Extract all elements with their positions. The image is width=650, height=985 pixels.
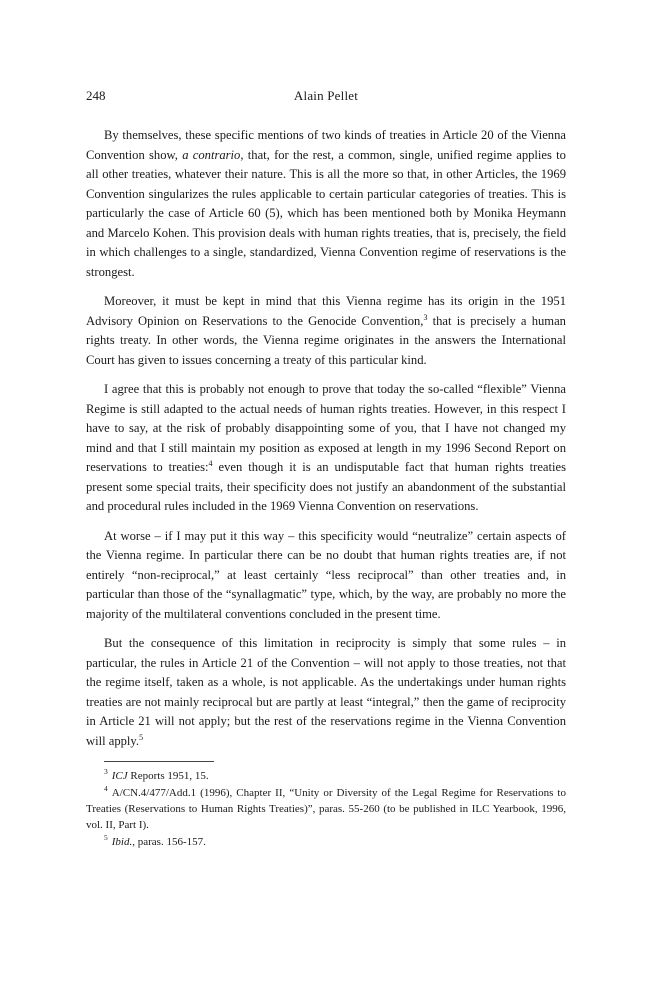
paragraph <box>86 527 566 625</box>
footnote-reference: 5 <box>139 732 144 742</box>
text-run: that is precisely a human rights treaty. In other words, the Vienna regime originates in the answers the International Court has given to issues concerning a treaty of this particular kind. <box>86 313 566 367</box>
italic-phrase: ICJ <box>111 770 128 782</box>
footnote-reference: 4 <box>208 458 213 468</box>
footnote <box>86 834 566 850</box>
text-run: Moreover, it must be kept in mind that this Vienna regime has its origin in the 1951 Advisory Opinion on Reservations to the Genocide Convention, <box>86 294 566 328</box>
footnotes <box>86 768 566 850</box>
italic-phrase: Ibid. <box>111 836 133 848</box>
paragraph <box>86 634 566 751</box>
paragraph <box>86 292 566 370</box>
footnote-divider <box>104 761 214 762</box>
running-head <box>86 88 566 110</box>
text-run: At worse – if I may put it this way – this specificity would “neutralize” certain aspects of the Vienna regime. In particular there can be no doubt that human rights treaties are, if not entirely “non-reciprocal,” at least certainly “less reciprocal” than other treaties and, in particular than those of the “synallagmatic” type, which, by the way, are probably no more the majority of the multilateral conventions concluded in the present time. <box>86 528 566 621</box>
paragraph <box>86 126 566 282</box>
text-run: A/CN.4/477/Add.1 (1996), Chapter II, “Unity or Diversity of the Legal Regime for Reservations to Treaties (Reservations to Human Rights Treaties)”, paras. 55-260 (to be published in ILC Yearbook, 1996, vol. II, Part I). <box>86 787 566 831</box>
book-page <box>86 88 566 851</box>
footnote-marker: 3 <box>104 767 108 777</box>
body-text <box>86 126 566 751</box>
footnote-marker: 5 <box>104 833 108 843</box>
text-run: Reports 1951, 15. <box>127 770 209 782</box>
running-title: Alain Pellet <box>293 88 359 103</box>
footnote <box>86 768 566 784</box>
page-number: 248 <box>86 88 106 103</box>
footnote <box>86 785 566 833</box>
text-run: I agree that this is probably not enough to prove that today the so-called “flexible” Vienna Regime is still adapted to the actual needs of human rights treaties. However, in this respect I have to say, at the risk of probably disappointing some of you, that I have not changed my mind and that I still maintain my position as exposed at length in my 1996 Second Report on reservations to treaties: <box>86 382 566 474</box>
text-run: By themselves, these specific mentions of two kinds of treaties in Article 20 of the Vienna Convention show, <box>86 128 566 162</box>
text-run: But the consequence of this limitation in reciprocity is simply that some rules – in particular, the rules in Article 21 of the Convention – will not apply to those treaties, not that the regime itself, taken as a whole, is not applicable. As the undertakings under human rights treaties are not mainly reciprocal but are partly at least “integral,” then the game of reciprocity in Article 21 will not apply; but the rest of the reservations regime in the Vienna Convention will apply. <box>86 636 566 748</box>
footnote-marker: 4 <box>104 784 108 794</box>
paragraph <box>86 380 566 517</box>
text-run: , that, for the rest, a common, single, unified regime applies to all other treaties, whatever their nature. This is all the more so that, in other Articles, the 1969 Convention singularizes the rules applicable to certain particular categories of treaties. This is particularly the case of Article 60 (5), which has been mentioned both by Monika Heymann and Marcelo Kohen. This provision deals with human rights treaties, that is, precisely, the field in which challenges to a single, standardized, Vienna Convention regime of reservations is the strongest. <box>86 147 566 279</box>
footnote-reference: 3 <box>423 312 428 322</box>
text-run: , paras. 156-157. <box>132 836 206 848</box>
italic-phrase: a contrario <box>182 147 241 162</box>
text-run: even though it is an undisputable fact that human rights treaties present some special traits, their specificity does not justify an abandonment of the substantial and procedural rules included in the 1969 Vienna Convention on reservations. <box>86 460 566 513</box>
